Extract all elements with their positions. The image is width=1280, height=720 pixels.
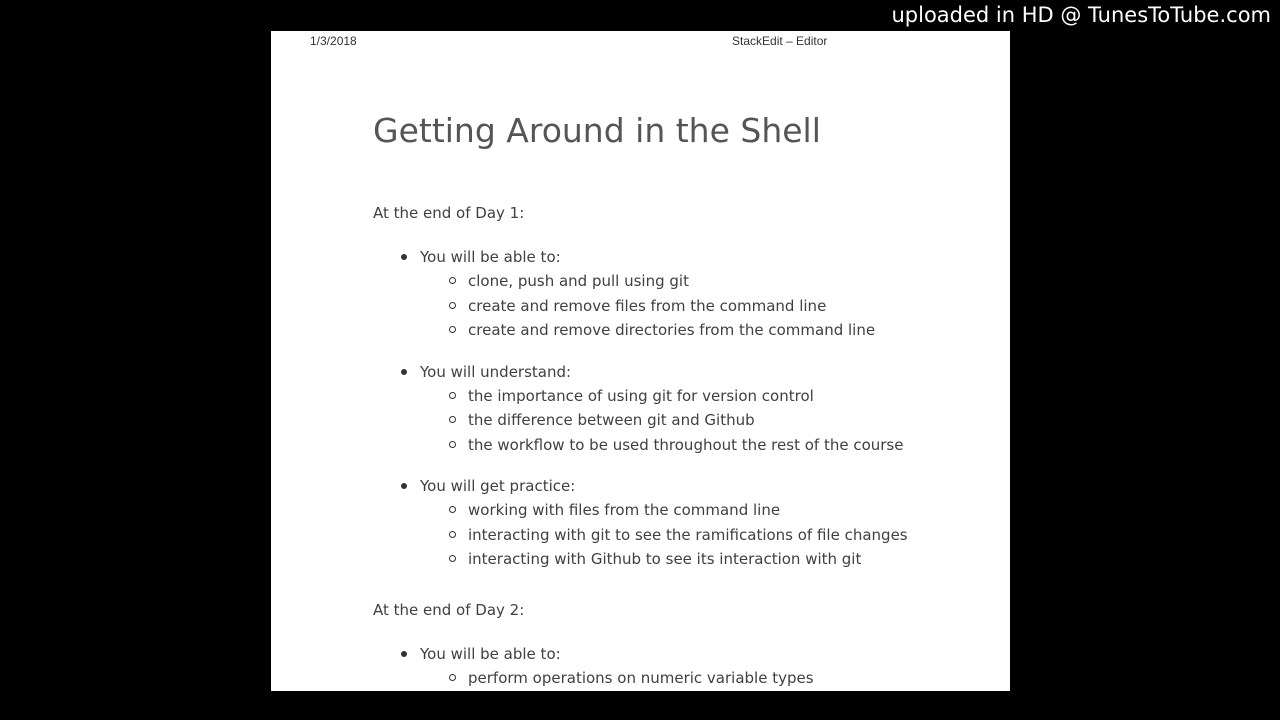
document-page [271,31,1010,691]
outcome-group [373,645,973,692]
bullet-circle-icon [449,674,456,681]
list-item [420,668,973,692]
list-item-text: the difference between git and Github [468,411,755,429]
outcome-group-label: You will get practice: [420,477,576,495]
bullet-circle-icon [449,506,456,513]
bullet-circle-icon [449,416,456,423]
list-item-text: working with files from the command line [468,501,781,519]
list-item-text: create and remove files from the command line [468,296,827,315]
list-item [420,320,973,345]
list-item [420,271,973,296]
bullet-circle-icon [449,277,456,284]
list-item-text: interacting with git to see the ramifications of file changes [468,525,908,544]
list-item-text: the workflow to be used throughout the rest of the course [468,435,904,454]
list-item-text: clone, push and pull using git [468,272,689,290]
list-item [420,500,973,525]
outcome-sublist [420,386,973,460]
print-header-date: 1/3/2018 [310,34,357,48]
outcome-sublist [420,271,973,345]
outcome-group [373,477,973,574]
outcome-sublist [420,500,973,574]
list-item-text: create and remove directories from the command line [468,321,876,339]
list-item [420,435,973,460]
outcome-group-label: You will be able to: [420,644,561,663]
watermark-text: uploaded in HD @ TunesToTube.com [891,3,1271,27]
outcome-list-day-1 [373,248,973,574]
outcome-list-day-2 [373,645,973,692]
list-item [420,386,973,411]
list-item-text: interacting with Github to see its interaction with git [468,550,862,568]
document-title: Getting Around in the Shell [373,111,821,150]
bullet-disc-icon [401,651,407,657]
document-content [373,111,973,691]
bullet-circle-icon [449,441,456,448]
bullet-disc-icon [401,369,407,375]
bullet-circle-icon [449,326,456,333]
section-heading-day-1: At the end of Day 1: [373,204,525,222]
outcome-sublist [420,668,973,692]
outcome-group-label: You will be able to: [420,248,561,266]
bullet-disc-icon [401,254,407,260]
print-header-title: StackEdit – Editor [732,34,828,48]
list-item-text: perform operations on numeric variable types [468,668,814,687]
bullet-disc-icon [401,483,407,489]
list-item-text: the importance of using git for version control [468,386,814,405]
list-item [420,525,973,550]
bullet-circle-icon [449,302,456,309]
outcome-group [373,248,973,345]
bullet-circle-icon [449,555,456,562]
list-item [420,296,973,321]
outcome-group-label: You will understand: [420,362,572,381]
list-item [420,410,973,435]
section-heading-day-2: At the end of Day 2: [373,600,525,619]
list-item [420,549,973,574]
bullet-circle-icon [449,531,456,538]
outcome-group [373,363,973,460]
bullet-circle-icon [449,392,456,399]
